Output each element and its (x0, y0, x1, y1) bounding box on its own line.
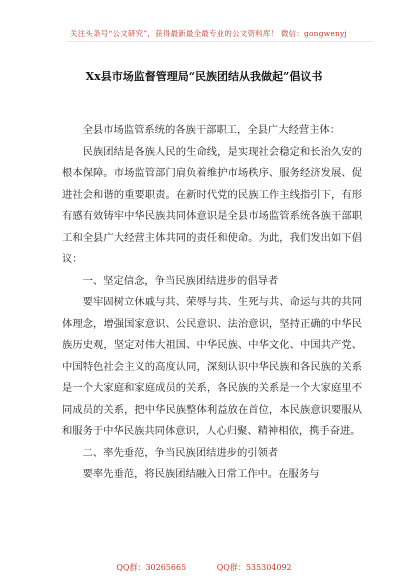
body-paragraph: 要率先垂范，将民族团结融入日常工作中。在服务与 (82, 468, 320, 480)
header-divider (66, 41, 374, 42)
footer-qq-group-1: QQ群：30265665 (116, 563, 187, 572)
section-heading: 二、率先垂范，争当民族团结进步的引领者 (82, 446, 279, 459)
footer-qq-group-2: QQ群：535304092 (216, 563, 292, 572)
salutation-paragraph: 全县市场监管系统的各族干部职工，全县广大经营主体： (82, 124, 341, 136)
header-notice: 关注头条号“公文研究”，获得最新最全最专业的公文资料库！ 微信：gongwenyj (70, 29, 347, 38)
body-paragraph: 要牢固树立休戚与共、荣辱与共、生死与共、命运与共的共同体理念，增强国家意识、公民意识、法治意识，坚持正确的中华民族历史观，坚定对伟大祖国、中华民族、中华文化、中国共产党、中国特色社会主义的高度认同，深刻认识中华民族和各民族的关系是一个大家庭和家庭成员的关系，各民族的关系是一个大家庭里不同成员的关系，把中华民族整体利益放在首位，本民族意识要服从和服务于中华民族共同体意识，人心归聚、精神相依，携手奋进。 (62, 296, 362, 437)
document-body (62, 120, 362, 486)
section-heading: 一、坚定信念，争当民族团结进步的倡导者 (82, 274, 279, 287)
footer (0, 562, 408, 573)
body-paragraph: 民族团结是各族人民的生命线，是实现社会稳定和长治久安的根本保障。市场监管部门肩负着维护市场秩序、服务经济发展、促进社会和谐的重要职责。在新时代党的民族工作主线指引下，有形有感有效铸牢中华民族共同体意识是全县市场监管系统各族干部职工和全县广大经营主体共同的责任和使命。为此，我们发出如下倡议： (62, 145, 362, 265)
document-title: Xx县市场监督管理局“民族团结从我做起”倡议书 (85, 70, 323, 83)
